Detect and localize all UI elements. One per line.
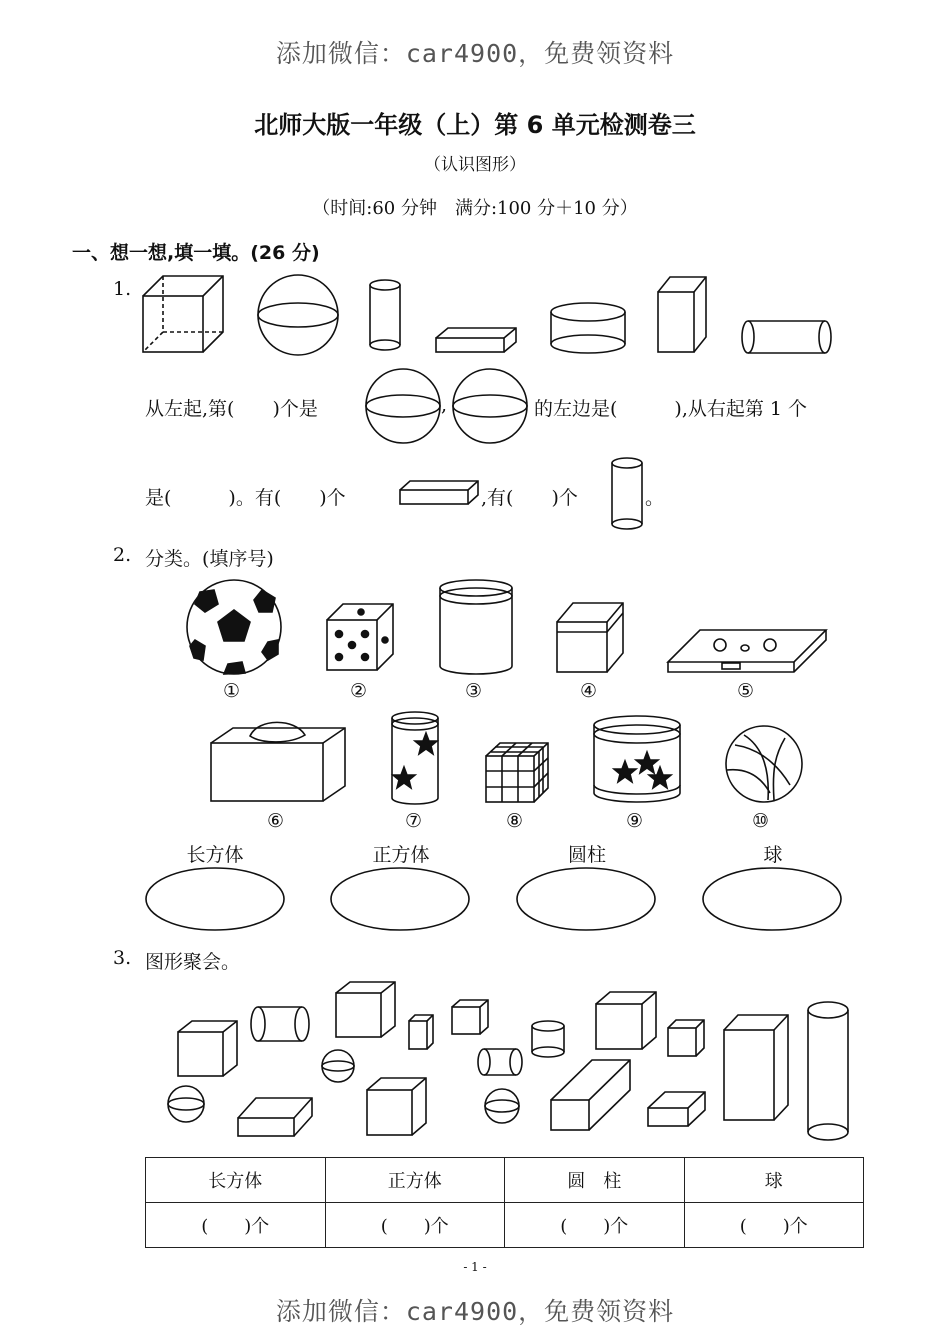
gather-cube-3 (596, 992, 656, 1049)
item-number-9: ⑨ (626, 810, 644, 832)
answer-ellipse-1 (146, 868, 284, 930)
gather-small-cube-2 (668, 1020, 704, 1056)
q3-number: 3. (113, 947, 132, 969)
inline-sphere-icon-2 (453, 369, 527, 443)
q2-title: 分类。(填序号) (145, 548, 274, 570)
tin-can-icon (440, 580, 512, 674)
table-header-cube: 正方体 (325, 1158, 505, 1203)
tissue-box-icon (211, 722, 345, 801)
q1-number: 1. (113, 278, 132, 300)
item-number-1: ① (223, 680, 241, 702)
q1-cube-icon (143, 276, 223, 352)
table-answer-row (146, 1203, 864, 1248)
gather-sphere-2 (168, 1086, 204, 1122)
table-cell-sphere[interactable]: ( )个 (684, 1203, 864, 1248)
table-cell-cylinder[interactable]: ( )个 (505, 1203, 685, 1248)
q1-line1-part-a: 从左起,第( )个是 (145, 398, 318, 420)
gather-cube-1 (178, 1021, 237, 1076)
answer-ellipse-3 (517, 868, 655, 930)
table-header-cylinder: 圆 柱 (505, 1158, 685, 1203)
watermark-bottom: 添加微信：car4900，免费领资料 (275, 1297, 675, 1326)
gather-cube-4 (367, 1078, 426, 1135)
gather-flat-cuboid-2 (648, 1092, 705, 1126)
watermark-top: 添加微信：car4900，免费领资料 (275, 39, 675, 68)
inline-cuboid-icon (400, 481, 478, 504)
gather-cylinder-2 (532, 1021, 564, 1057)
q1-flat-cuboid-icon (436, 328, 516, 352)
table-cell-cube[interactable]: ( )个 (325, 1203, 505, 1248)
gather-small-cuboid-1 (409, 1015, 433, 1049)
item-number-3: ③ (465, 680, 483, 702)
star-can-icon (392, 712, 438, 804)
gather-small-cube-1 (452, 1000, 488, 1034)
q3-title: 图形聚会。 (145, 951, 241, 973)
category-cube: 正方体 (372, 844, 430, 866)
category-cuboid: 长方体 (186, 844, 244, 866)
q1-line1-comma: , (441, 394, 448, 416)
gather-sphere-3 (485, 1089, 519, 1123)
gather-tall-cuboid (724, 1015, 788, 1120)
q1-line2-part-b: ,有( )个 (481, 487, 578, 509)
q1-sphere-icon (258, 275, 338, 355)
gift-box-icon (557, 603, 623, 672)
soccer-ball-icon (187, 580, 281, 674)
q1-tall-cylinder-icon (370, 280, 400, 350)
item-number-4: ④ (580, 680, 598, 702)
q1-line1-part-b: 的左边是( ),从右起第 1 个 (534, 398, 808, 420)
rubiks-cube-icon (486, 743, 548, 802)
star-drum-icon (594, 716, 680, 802)
q1-line2-end: 。 (645, 487, 665, 509)
pencil-case-icon (668, 630, 826, 672)
item-number-10: ⑩ (752, 810, 770, 832)
subtitle: （认识图形） (424, 155, 526, 175)
q1-line2-part-a: 是( )。有( )个 (145, 487, 346, 509)
item-number-8: ⑧ (506, 810, 524, 832)
count-table (145, 1157, 864, 1248)
gather-cylinder-3 (478, 1049, 522, 1075)
time-info: （时间:60 分钟 满分:100 分＋10 分） (312, 198, 638, 219)
gather-flat-cuboid-1 (238, 1098, 312, 1136)
q1-wide-cylinder-icon (551, 303, 625, 353)
gather-sphere-1 (322, 1050, 354, 1082)
table-cell-cuboid[interactable]: ( )个 (146, 1203, 326, 1248)
gather-cube-2 (336, 982, 395, 1037)
page-number: - 1 - (463, 1260, 487, 1274)
inline-cylinder-icon (612, 458, 642, 529)
item-number-2: ② (350, 680, 368, 702)
gather-tall-cylinder (808, 1002, 848, 1140)
q1-lying-cylinder-icon (742, 321, 831, 353)
category-sphere: 球 (763, 844, 783, 866)
dice-icon (327, 604, 393, 670)
gather-cylinder-1 (251, 1007, 309, 1041)
volleyball-icon (726, 726, 802, 802)
answer-ellipse-4 (703, 868, 841, 930)
item-number-5: ⑤ (737, 680, 755, 702)
inline-sphere-icon-1 (366, 369, 440, 443)
table-header-row (146, 1158, 864, 1203)
q2-number: 2. (113, 544, 132, 566)
page-title: 北师大版一年级（上）第 6 单元检测卷三 (254, 111, 696, 139)
table-header-cuboid: 长方体 (146, 1158, 326, 1203)
item-number-6: ⑥ (267, 810, 285, 832)
section1-heading: 一、想一想,填一填。(26 分) (72, 242, 320, 264)
answer-ellipse-2 (331, 868, 469, 930)
table-header-sphere: 球 (684, 1158, 864, 1203)
gather-long-cuboid (551, 1060, 630, 1130)
item-number-7: ⑦ (405, 810, 423, 832)
category-cylinder: 圆柱 (567, 844, 606, 866)
q1-tall-cuboid-icon (658, 277, 706, 352)
